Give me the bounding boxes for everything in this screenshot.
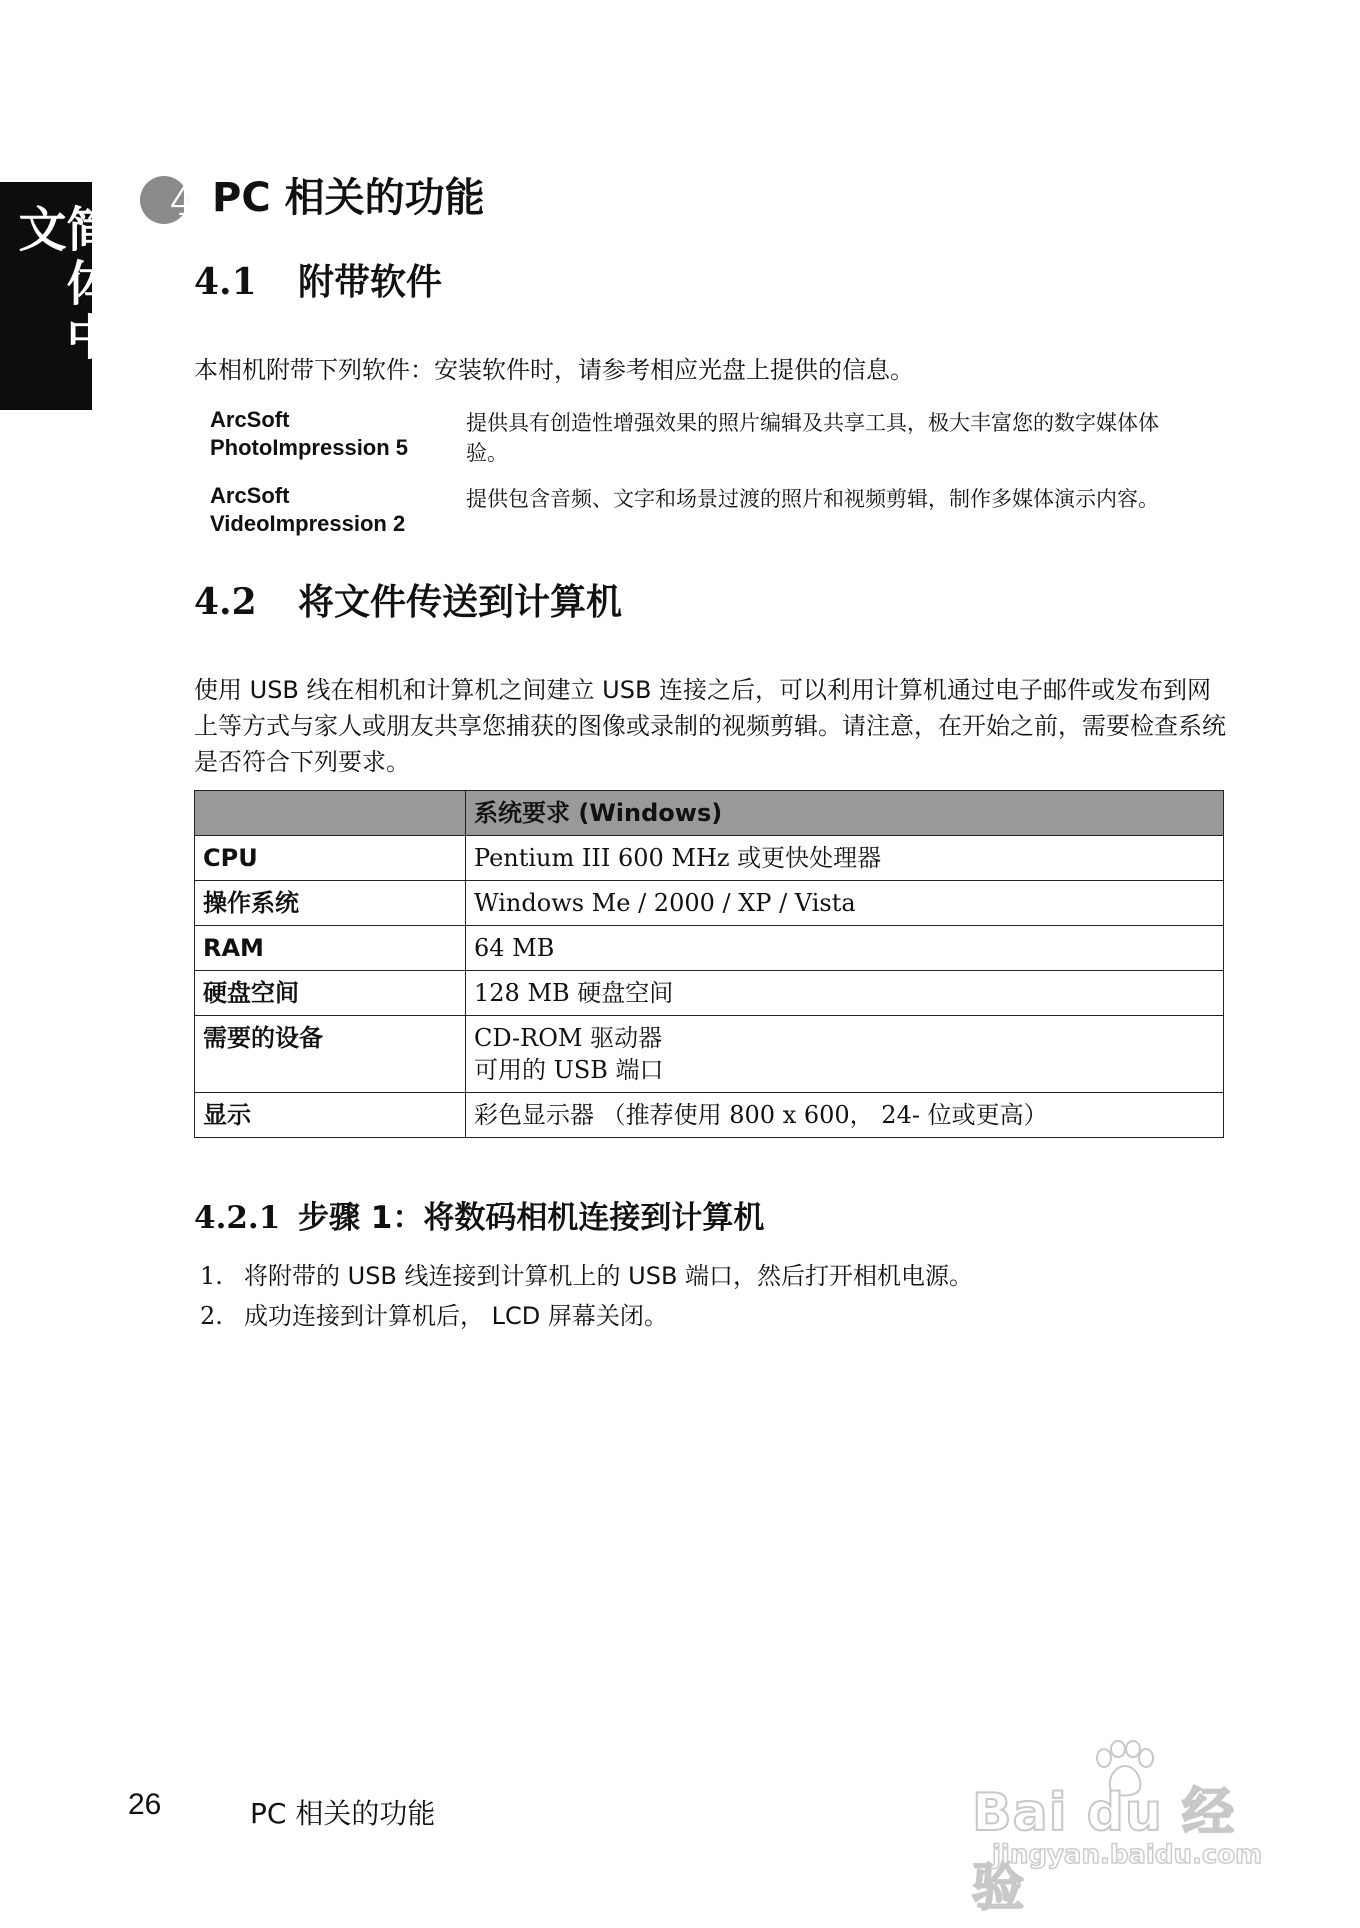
page-number: 26 — [128, 1788, 162, 1821]
step-number: 2. — [200, 1302, 223, 1330]
row-key: 需要的设备 — [195, 1016, 466, 1093]
row-value: 64 MB — [466, 926, 1224, 971]
section-title: 附带软件 — [298, 262, 443, 303]
section-title: 将文件传送到计算机 — [298, 582, 623, 623]
chapter-title: PC 相关的功能 — [212, 175, 485, 221]
row-value — [466, 1016, 1224, 1093]
table-header-row — [195, 791, 1224, 836]
system-requirements-table — [194, 790, 1224, 1138]
software-name-line: ArcSoft — [210, 407, 290, 432]
transfer-intro: 使用 USB 线在相机和计算机之间建立 USB 连接之后，可以利用计算机通过电子邮件或发布到网上等方式与家人或朋友共享您捕获的图像或录制的视频剪辑。请注意，在开始之前，需要检查系统是否符合下列要求。 — [194, 676, 1226, 776]
chapter-number: 4 — [170, 179, 196, 225]
footer-title: PC 相关的功能 — [250, 1797, 436, 1830]
table-row — [195, 1093, 1224, 1138]
baidu-watermark — [972, 1740, 1282, 1918]
software-intro: 本相机附带下列软件：安装软件时，请参考相应光盘上提供的信息。 — [194, 356, 914, 384]
row-value: 彩色显示器 （推荐使用 800 x 600， 24- 位或更高） — [466, 1093, 1224, 1138]
section-heading-4-2-1 — [194, 1196, 764, 1240]
row-value: Windows Me / 2000 / XP / Vista — [466, 881, 1224, 926]
section-title: 步骤 1：将数码相机连接到计算机 — [298, 1200, 765, 1236]
table-row — [195, 1016, 1224, 1093]
row-key: RAM — [195, 926, 466, 971]
steps-list — [194, 1256, 973, 1336]
software-name-line: VideoImpression 2 — [210, 511, 406, 536]
section-number: 4.2.1 — [194, 1200, 281, 1236]
list-item — [194, 1256, 973, 1296]
watermark-url: jingyan.baidu.com — [992, 1840, 1263, 1870]
table-header-blank — [195, 791, 466, 836]
watermark-brand: Bai du 经验 — [972, 1783, 1235, 1918]
step-text: 将附带的 USB 线连接到计算机上的 USB 端口，然后打开相机电源。 — [244, 1262, 974, 1290]
table-header: 系统要求 (Windows) — [466, 791, 1224, 836]
software-name-line: ArcSoft — [210, 483, 290, 508]
section-number: 4.2 — [194, 581, 257, 623]
row-value: Pentium III 600 MHz 或更快处理器 — [466, 836, 1224, 881]
row-value-line: 可用的 USB 端口 — [474, 1056, 664, 1084]
row-value-line: CD-ROM 驱动器 — [474, 1024, 663, 1052]
row-key: CPU — [195, 836, 466, 881]
table-row — [195, 926, 1224, 971]
section-number: 4.1 — [194, 261, 257, 303]
table-row — [195, 971, 1224, 1016]
table-row — [195, 836, 1224, 881]
section-heading-4-1 — [194, 258, 442, 307]
software-desc-2: 提供包含音频、文字和场景过渡的照片和视频剪辑，制作多媒体演示内容。 — [466, 487, 1159, 511]
software-name-1 — [210, 406, 470, 462]
side-tab-label: 简体中文 — [10, 204, 114, 366]
software-name-line: PhotoImpression 5 — [210, 435, 409, 460]
step-number: 1. — [200, 1262, 223, 1290]
software-name-2 — [210, 482, 470, 538]
row-value: 128 MB 硬盘空间 — [466, 971, 1224, 1016]
step-text: 成功连接到计算机后， LCD 屏幕关闭。 — [244, 1302, 668, 1330]
row-key: 显示 — [195, 1093, 466, 1138]
language-side-tab — [0, 182, 114, 410]
row-key: 操作系统 — [195, 881, 466, 926]
software-desc-1: 提供具有创造性增强效果的照片编辑及共享工具，极大丰富您的数字媒体体验。 — [466, 411, 1159, 465]
section-heading-4-2 — [194, 578, 622, 627]
list-item — [194, 1296, 973, 1336]
row-key: 硬盘空间 — [195, 971, 466, 1016]
table-row — [195, 881, 1224, 926]
